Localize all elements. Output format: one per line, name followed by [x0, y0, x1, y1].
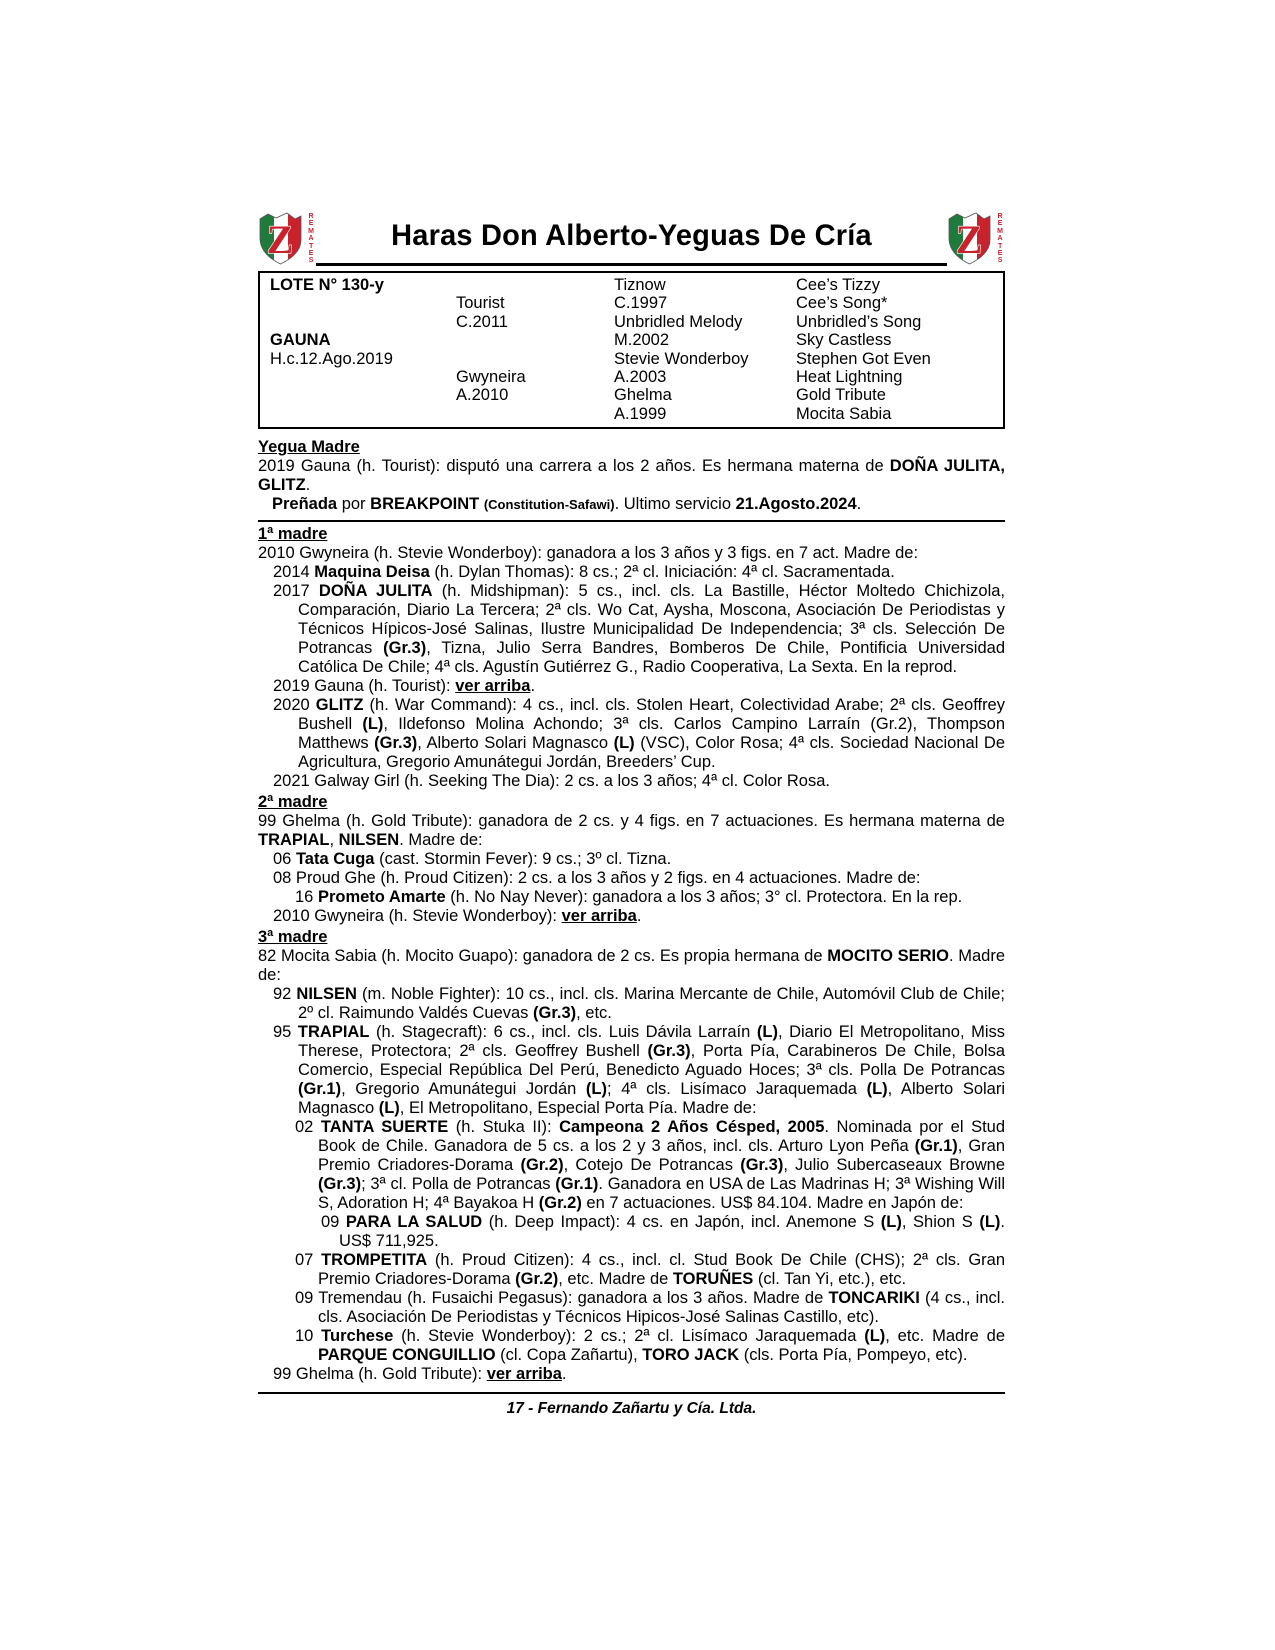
- pedigree-paragraph: [258, 544, 1005, 563]
- text-run: (Gr.3): [374, 734, 418, 753]
- catalog-page: [258, 212, 1005, 1418]
- text-run: 09: [321, 1213, 346, 1232]
- text-run: PARQUE CONGUILLIO: [318, 1346, 496, 1365]
- great-grandparent: Unbridled’s Song: [796, 312, 922, 331]
- pedigree-paragraph: [258, 1251, 1005, 1289]
- text-run: (h. Stevie Wonderboy): 2 cs.; 2ª cl. Lisímaco Jaraquemada: [393, 1327, 865, 1346]
- title-underline: [316, 212, 947, 266]
- great-grandparent: Gold Tribute: [796, 386, 886, 405]
- text-run: , El Metropolitano, Especial Porta Pía. Madre de:: [399, 1099, 757, 1118]
- text-run: (Gr.3): [740, 1156, 784, 1175]
- sire-name: Tourist: [456, 294, 505, 313]
- remates-logo-left: [258, 212, 316, 266]
- text-run: (Constitution-Safawi): [483, 497, 615, 513]
- text-run: (Gr.2): [538, 1194, 582, 1213]
- text-run: (h. Midshipman): 5 cs., incl. cls. La Bastille, Héctor Moltedo Chichizola, Comparación, Diario La Tercera; 2ª cls. Wo Cat, Aysha, Moscona, Asociación De Periodistas y Técnicos Hípicos-José Salinas, Ilustre Municipalidad De Independencia; 3ª cls. Selección De Potrancas: [298, 582, 1005, 658]
- granddam-name: Unbridled Melody: [614, 312, 743, 331]
- section-divider: [258, 520, 1005, 522]
- dam-name: Gwyneira: [456, 367, 526, 386]
- text-run: .: [561, 1365, 567, 1384]
- logo-letter: E: [997, 220, 1003, 228]
- logo-letter: S: [997, 257, 1003, 265]
- pedigree-paragraph: [258, 1118, 1005, 1213]
- text-run: (L): [866, 1080, 888, 1099]
- text-run: 10: [295, 1327, 322, 1346]
- page-title: Haras Don Alberto-Yeguas De Cría: [391, 219, 872, 253]
- text-run: 21.Agosto.2024: [735, 495, 857, 514]
- text-run: (L): [585, 1080, 607, 1099]
- section-heading: Yegua Madre: [258, 438, 360, 457]
- pedigree-paragraph: [258, 495, 1005, 514]
- pedigree-paragraph: [258, 850, 1005, 869]
- text-run: 99 Ghelma (h. Gold Tribute): ganadora de 2 cs. y 4 figs. en 7 actuaciones. Es hermana materna de: [258, 812, 1005, 831]
- text-run: , Julio Subercaseaux Browne: [783, 1156, 1006, 1175]
- pedigree-sections: [258, 438, 1005, 1384]
- section-heading: 3ª madre: [258, 928, 328, 947]
- great-grandparent: Stephen Got Even: [796, 349, 931, 368]
- grandsire-year: C.1997: [614, 294, 668, 313]
- text-run: , etc. Madre de: [558, 1270, 673, 1289]
- granddam-year: A.1999: [614, 404, 667, 423]
- pedigree-paragraph: [258, 1023, 1005, 1118]
- text-run: BREAKPOINT: [370, 495, 480, 514]
- text-run: , etc.: [576, 1004, 612, 1023]
- text-run: (Gr.2): [520, 1156, 564, 1175]
- text-run: 2019 Gauna (h. Tourist): disputó una carrera a los 2 años. Es hermana materna de: [258, 457, 890, 476]
- text-run: TANTA SUERTE: [320, 1118, 449, 1137]
- logo-letter: R: [308, 213, 314, 220]
- pedigree-paragraph: [258, 1289, 1005, 1327]
- text-run: (h. No Nay Never): ganadora a los 3 años; 3° cl. Protectora. En la rep.: [445, 888, 963, 907]
- text-run: 06: [273, 850, 296, 869]
- text-run: PARA LA SALUD: [345, 1213, 483, 1232]
- text-run: 2010 Gwyneira (h. Stevie Wonderboy):: [273, 907, 562, 926]
- text-run: (VSC), Color Rosa; 4ª cls. Sociedad Nacional De Agricultura, Gregorio Amunátegui Jordán, Breeders’ Cup.: [298, 734, 1005, 772]
- lot-number: LOTE N° 130-y: [270, 276, 384, 294]
- logo-letter: E: [997, 250, 1003, 258]
- text-run: (L): [378, 1099, 400, 1118]
- text-run: por: [337, 495, 371, 514]
- text-run: Turchese: [321, 1327, 394, 1346]
- text-run: (h. Stagecraft): 6 cs., incl. cls. Luis Dávila Larraín: [369, 1023, 757, 1042]
- text-run: Preñada: [272, 495, 338, 514]
- text-run: (h. Dylan Thomas): 8 cs.; 2ª cl. Iniciación: 4ª cl. Sacramentada.: [429, 563, 895, 582]
- pedigree-section: [258, 928, 1005, 1384]
- text-run: (4 cs., incl. cls. Asociación De Periodistas y Técnicos Hipicos-José Salinas Castillo, etc).: [318, 1289, 1006, 1327]
- text-run: 2010 Gwyneira (h. Stevie Wonderboy): ganadora a los 3 años y 3 figs. en 7 act. Madre de:: [258, 544, 919, 563]
- text-run: GLITZ: [315, 696, 364, 715]
- logo-vertical-text: [997, 213, 1003, 265]
- text-run: (L): [756, 1023, 778, 1042]
- great-grandparent: Cee’s Song*: [796, 294, 888, 313]
- text-run: (h. War Command): 4 cs., incl. cls. Stolen Heart, Colectividad Arabe; 2ª cls. Geoffrey Bushell: [298, 696, 1005, 734]
- grandsire-name: Tiznow: [614, 276, 666, 294]
- pedigree-paragraph: [258, 888, 1005, 907]
- text-run: (Gr.3): [383, 639, 427, 658]
- text-run: , Gregorio Amunátegui Jordán: [341, 1080, 586, 1099]
- text-run: Tata Cuga: [295, 850, 375, 869]
- text-run: ver arriba: [486, 1365, 562, 1384]
- text-run: . US$ 711,925.: [339, 1213, 1006, 1251]
- logo-letter: T: [997, 242, 1003, 250]
- text-run: 2017: [273, 582, 319, 601]
- text-run: 08 Proud Ghe (h. Proud Citizen): 2 cs. a los 3 años y 2 figs. en 4 actuaciones. Madre de:: [273, 869, 921, 888]
- text-run: Campeona 2 Años Césped, 2005: [559, 1118, 825, 1137]
- logo-letter: M: [308, 227, 314, 235]
- text-run: NILSEN: [296, 985, 357, 1004]
- text-run: 16: [295, 888, 318, 907]
- pedigree-section: [258, 793, 1005, 926]
- text-run: Prometo Amarte: [317, 888, 446, 907]
- text-run: . Ultimo servicio: [614, 495, 736, 514]
- granddam-name: Ghelma: [614, 386, 672, 405]
- logo-letter: Z: [955, 217, 983, 262]
- pedigree-paragraph: [258, 947, 1005, 985]
- text-run: MOCITO SERIO: [827, 947, 949, 966]
- text-run: TONCARIKI: [828, 1289, 920, 1308]
- text-run: (h. Deep Impact): 4 cs. en Japón, incl. Anemone S: [482, 1213, 881, 1232]
- pedigree-paragraph: [258, 563, 1005, 582]
- text-run: , Porta Pía, Carabineros De Chile, Bolsa Comercio, Especial República Del Perú, Benedicto Aguado Hoces; 3ª cls. Polla De Potrancas: [298, 1042, 1005, 1080]
- text-run: , Alberto Solari Magnasco: [417, 734, 614, 753]
- text-run: 2019 Gauna (h. Tourist):: [273, 677, 456, 696]
- text-run: (cls. Porta Pía, Pompeyo, etc).: [739, 1346, 968, 1365]
- text-run: (h. Proud Citizen): 4 cs., incl. cl. Stud Book De Chile (CHS); 2ª cls. Gran Premio Criadores-Dorama: [318, 1251, 1005, 1289]
- pedigree-paragraph: [258, 1327, 1005, 1365]
- text-run: , Shion S: [901, 1213, 980, 1232]
- pedigree-paragraph: [258, 772, 1005, 791]
- text-run: ; 3ª cl. Polla de Potrancas: [361, 1175, 556, 1194]
- text-run: Maquina Deisa: [314, 563, 430, 582]
- text-run: TORO JACK: [642, 1346, 740, 1365]
- logo-letter: A: [308, 235, 314, 243]
- text-run: 95: [273, 1023, 298, 1042]
- logo-letter: E: [308, 250, 314, 258]
- text-run: (L): [613, 734, 635, 753]
- dam-year: A.2010: [456, 386, 509, 405]
- text-run: .: [856, 495, 862, 514]
- text-run: , Tizna, Julio Serra Bandres, Bomberos De Chile, Pontificia Universidad Católica De Chile; 4ª cls. Agustín Gutiérrez G., Radio Cooperativa, La Sexta. En la reprod.: [298, 639, 1005, 677]
- text-run: , etc. Madre de: [885, 1327, 1006, 1346]
- text-run: 2020: [273, 696, 316, 715]
- logo-letter: T: [308, 242, 314, 250]
- text-run: ver arriba: [561, 907, 637, 926]
- text-run: NILSEN: [338, 831, 400, 850]
- text-run: (cl. Tan Yi, etc.), etc.: [753, 1270, 907, 1289]
- logo-letter: Z: [266, 217, 294, 262]
- great-grandparent: Heat Lightning: [796, 367, 903, 386]
- pedigree-paragraph: [258, 1365, 1005, 1384]
- text-run: TRAPIAL: [258, 831, 330, 850]
- text-run: 82 Mocita Sabia (h. Mocito Guapo): ganadora de 2 cs. Es propia hermana de: [258, 947, 828, 966]
- text-run: . Ganadora en USA de Las Madrinas H; 3ª Wishing Will S, Adoration H; 4ª Bayakoa H: [318, 1175, 1005, 1213]
- great-grandparent: Mocita Sabia: [796, 404, 892, 423]
- text-run: .: [305, 476, 311, 495]
- pedigree-paragraph: [258, 696, 1005, 772]
- logo-letter: S: [308, 257, 314, 265]
- text-run: 02: [295, 1118, 321, 1137]
- pedigree-table: [258, 271, 1005, 429]
- text-run: , Alberto Solari Magnasco: [298, 1080, 1006, 1118]
- footer-divider: [258, 1392, 1005, 1394]
- logo-letter: A: [997, 235, 1003, 243]
- pedigree-section: [258, 438, 1005, 522]
- text-run: DOÑA JULITA, GLITZ: [258, 457, 1005, 495]
- text-run: ; 4ª cls. Lisímaco Jaraquemada: [607, 1080, 867, 1099]
- text-run: (Gr.3): [647, 1042, 691, 1061]
- pedigree-paragraph: [258, 985, 1005, 1023]
- text-run: (cast. Stormin Fever): 9 cs.; 3º cl. Tizna.: [374, 850, 672, 869]
- text-run: . Nominada por el Stud Book de Chile. Ganadora de 5 cs. a los 2 y 3 años, incl. cls. Arturo Lyon Peña: [318, 1118, 1006, 1156]
- text-run: 2014: [273, 563, 315, 582]
- logo-letter: R: [997, 213, 1003, 220]
- text-run: 2021 Galway Girl (h. Seeking The Dia): 2 cs. a los 3 años; 4ª cl. Color Rosa.: [273, 772, 830, 791]
- text-run: (L): [362, 715, 384, 734]
- text-run: 07: [295, 1251, 322, 1270]
- grandsire-year: A.2003: [614, 367, 667, 386]
- pedigree-paragraph: [258, 457, 1005, 495]
- section-heading: 1ª madre: [258, 525, 328, 544]
- text-run: .: [530, 677, 536, 696]
- text-run: TRAPIAL: [297, 1023, 370, 1042]
- great-grandparent: Sky Castless: [796, 331, 892, 350]
- grandsire-name: Stevie Wonderboy: [614, 349, 749, 368]
- text-run: (Gr.3): [318, 1175, 362, 1194]
- text-run: (Gr.2): [515, 1270, 559, 1289]
- text-run: , Cotejo De Potrancas: [563, 1156, 741, 1175]
- logo-vertical-text: [308, 213, 314, 265]
- pedigree-paragraph: [258, 677, 1005, 696]
- text-run: (cl. Copa Zañartu),: [495, 1346, 643, 1365]
- section-heading: 2ª madre: [258, 793, 328, 812]
- text-run: TORUÑES: [672, 1270, 754, 1289]
- text-run: (m. Noble Fighter): 10 cs., incl. cls. Marina Mercante de Chile, Automóvil Club de Chile; 2º cl. Raimundo Valdés Cuevas: [298, 985, 1006, 1023]
- text-run: , Diario El Metropolitano, Miss Therese, Protectora; 2ª cls. Geoffrey Bushell: [298, 1023, 1005, 1061]
- text-run: , Gran Premio Criadores-Dorama: [318, 1137, 1006, 1175]
- pedigree-paragraph: [258, 907, 1005, 926]
- text-run: (Gr.1): [555, 1175, 599, 1194]
- text-run: 09 Tremendau (h. Fusaichi Pegasus): ganadora a los 3 años. Madre de: [295, 1289, 829, 1308]
- text-run: (Gr.1): [298, 1080, 342, 1099]
- page-footer: 17 - Fernando Zañartu y Cía. Ltda.: [506, 1400, 757, 1418]
- pedigree-paragraph: [258, 869, 1005, 888]
- text-run: (L): [979, 1213, 1001, 1232]
- pedigree-paragraph: [258, 1213, 1005, 1251]
- text-run: . Madre de:: [258, 947, 1006, 985]
- horse-name: GAUNA: [270, 331, 331, 350]
- text-run: (L): [864, 1327, 886, 1346]
- text-run: (L): [880, 1213, 902, 1232]
- text-run: . Madre de:: [399, 831, 483, 850]
- text-run: (Gr.3): [533, 1004, 577, 1023]
- horse-birth: H.c.12.Ago.2019: [270, 349, 393, 368]
- text-run: ver arriba: [455, 677, 531, 696]
- text-run: 99 Ghelma (h. Gold Tribute):: [273, 1365, 487, 1384]
- granddam-year: M.2002: [614, 331, 670, 350]
- logo-letter: E: [308, 220, 314, 228]
- text-run: (h. Stuka II):: [448, 1118, 560, 1137]
- text-run: , Ildefonso Molina Achondo; 3ª cls. Carlos Campino Larraín (Gr.2), Thompson Matthews: [298, 715, 1006, 753]
- remates-logo-right: [947, 212, 1005, 266]
- text-run: (Gr.1): [914, 1137, 958, 1156]
- logo-letter: M: [997, 227, 1003, 235]
- page-header: [258, 212, 1005, 266]
- sire-year: C.2011: [456, 312, 508, 331]
- text-run: en 7 actuaciones. US$ 84.104. Madre en Japón de:: [581, 1194, 964, 1213]
- text-run: TROMPETITA: [321, 1251, 428, 1270]
- text-run: 92: [273, 985, 297, 1004]
- pedigree-paragraph: [258, 582, 1005, 677]
- text-run: .: [636, 907, 642, 926]
- text-run: ,: [329, 831, 339, 850]
- pedigree-section: [258, 525, 1005, 791]
- text-run: DOÑA JULITA: [318, 582, 433, 601]
- pedigree-paragraph: [258, 812, 1005, 850]
- great-grandparent: Cee’s Tizzy: [796, 276, 881, 294]
